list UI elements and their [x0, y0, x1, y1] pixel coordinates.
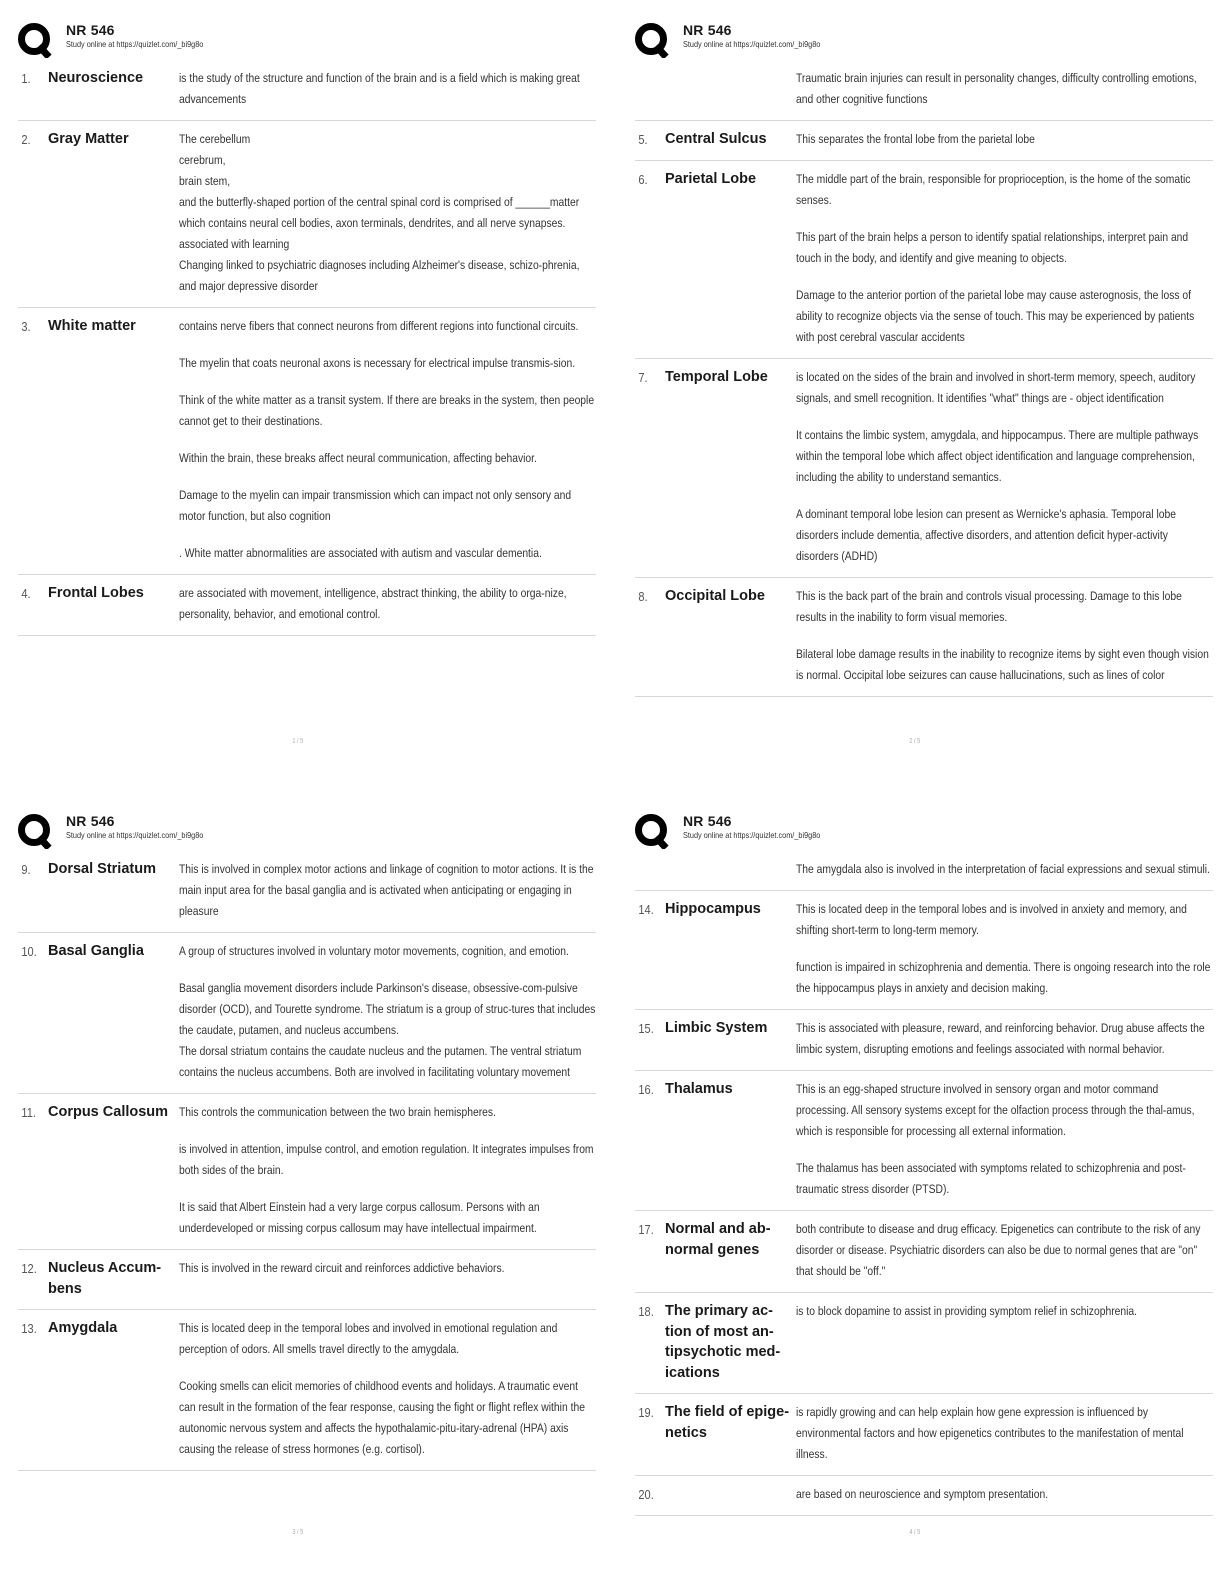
term-row: [635, 1010, 1213, 1071]
term-number: 16.: [638, 1082, 654, 1097]
term-row: [635, 1394, 1213, 1476]
definition-paragraph: The middle part of the brain, responsible for proprioception, is the home of the somatic senses.: [796, 172, 1191, 207]
page-header: [18, 22, 596, 60]
term-list: [635, 851, 1213, 1516]
term-name: The primary ac-tion of most an-tipsychotic med-ications: [665, 1303, 781, 1381]
term-name: [665, 1484, 796, 1505]
page-2: [635, 22, 1213, 697]
term-name: Basal Ganglia: [48, 943, 144, 959]
definition-paragraph: A dominant temporal lobe lesion can present as Wernicke's aphasia. Temporal lobe disorders include dementia, affective disorders, and attention deficit hyper-activity disorders (ADHD): [796, 507, 1176, 563]
term-definition: [179, 941, 596, 1083]
term-name: Frontal Lobes: [48, 585, 144, 601]
definition-line: brain stem,: [179, 174, 231, 188]
term-row: [18, 60, 596, 121]
definition-paragraph: The myelin that coats neuronal axons is necessary for electrical impulse transmis-sion.: [179, 356, 576, 370]
term-definition: [796, 1402, 1213, 1465]
page-3: [18, 813, 596, 1471]
deck-title: NR 546: [683, 813, 732, 829]
term-definition: [796, 68, 1213, 110]
term-row: [18, 1310, 596, 1471]
definition-line: The cerebellum: [179, 132, 251, 146]
term-number: 10.: [21, 944, 37, 959]
definition-paragraph: [179, 129, 596, 297]
term-name: The field of epige-netics: [665, 1404, 790, 1441]
study-link[interactable]: Study online at https://quizlet.com/_bi9g8o: [683, 830, 821, 840]
term-row: [635, 578, 1213, 697]
term-number: 18.: [638, 1304, 654, 1319]
term-definition: [179, 129, 596, 297]
definition-paragraph: [179, 978, 596, 1083]
definition-line: The dorsal striatum contains the caudate nucleus and the putamen. The ventral striatum contains the nucleus accumbens. Both are involved in facilitating voluntary movement: [179, 1044, 582, 1079]
page-header: [635, 22, 1213, 60]
term-name: Nucleus Accum-bens: [48, 1260, 162, 1297]
page-4: [635, 813, 1213, 1516]
term-row: [635, 1476, 1213, 1516]
page-number: 2 / 5: [909, 738, 921, 745]
definition-paragraph: This part of the brain helps a person to identify spatial relationships, interpret pain and touch in the body, and identify and give meaning to objects.: [796, 230, 1189, 265]
term-row: [635, 1293, 1213, 1394]
term-definition: [179, 1102, 596, 1239]
term-definition: [796, 899, 1213, 999]
term-definition: [796, 1219, 1213, 1282]
definition-paragraph: Bilateral lobe damage results in the inability to recognize items by sight even though vision is normal. Occipital lobe seizures can cause hallucinations, such as lines of color: [796, 647, 1209, 682]
definition-line: Basal ganglia movement disorders include Parkinson's disease, obsessive-com-pulsive disorder (OCD), and Tourette syndrome. The striatum is a group of struc-tures that includes the caudate, putamen, and nucleus accumbens.: [179, 981, 596, 1037]
definition-paragraph: This controls the communication between the two brain hemispheres.: [179, 1105, 496, 1119]
term-name: Neuroscience: [48, 70, 144, 86]
term-row: [18, 308, 596, 575]
quizlet-logo-icon: [635, 22, 671, 58]
deck-title: NR 546: [66, 813, 115, 829]
term-name: Amygdala: [48, 1320, 118, 1336]
page-1: [18, 22, 596, 636]
term-name: [665, 859, 796, 880]
definition-line: associated with learning: [179, 237, 290, 251]
definition-paragraph: is to block dopamine to assist in providing symptom relief in schizophrenia.: [796, 1304, 1138, 1318]
study-link[interactable]: Study online at https://quizlet.com/_bi9g8o: [66, 39, 204, 49]
term-row: [635, 60, 1213, 121]
term-list: [18, 851, 596, 1471]
term-row: [18, 121, 596, 308]
definition-paragraph: function is impaired in schizophrenia and dementia. There is ongoing research into the role the hippocampus plays in anxiety and decision making.: [796, 960, 1211, 995]
term-row: [18, 575, 596, 636]
term-definition: [796, 1079, 1213, 1200]
term-number: 20.: [638, 1487, 654, 1502]
definition-paragraph: This is located deep in the temporal lobes and involved in emotional regulation and perception of odors. All smells travel directly to the amygdala.: [179, 1321, 558, 1356]
term-name: Occipital Lobe: [665, 588, 765, 604]
term-number: 2.: [21, 132, 31, 147]
term-number: 13.: [21, 1321, 37, 1336]
page-header: [635, 813, 1213, 851]
term-definition: [796, 1484, 1213, 1505]
definition-paragraph: A group of structures involved in voluntary motor movements, cognition, and emotion.: [179, 944, 569, 958]
term-number: 4.: [21, 586, 31, 601]
definition-paragraph: Within the brain, these breaks affect neural communication, affecting behavior.: [179, 451, 537, 465]
definition-paragraph: is involved in attention, impulse control, and emotion regulation. It integrates impulses from both sides of the brain.: [179, 1142, 594, 1177]
term-name: Limbic System: [665, 1020, 768, 1036]
term-name: Central Sulcus: [665, 131, 767, 147]
definition-paragraph: Think of the white matter as a transit system. If there are breaks in the system, then people cannot get to their destinations.: [179, 393, 595, 428]
term-definition: [796, 367, 1213, 567]
term-name: White matter: [48, 318, 136, 334]
term-number: 12.: [21, 1261, 37, 1276]
term-number: 8.: [638, 589, 648, 604]
definition-paragraph: are based on neuroscience and symptom presentation.: [796, 1487, 1049, 1501]
definition-paragraph: It contains the limbic system, amygdala, and hippocampus. There are multiple pathways within the temporal lobe which affect object identification and language comprehension, including the ability to understand semantics.: [796, 428, 1199, 484]
definition-paragraph: This is associated with pleasure, reward, and reinforcing behavior. Drug abuse affects the limbic system, disrupting emotions and feelings associated with normal behavior.: [796, 1021, 1205, 1056]
definition-paragraph: This separates the frontal lobe from the parietal lobe: [796, 132, 1035, 146]
term-name: Corpus Callosum: [48, 1104, 169, 1120]
term-row: [635, 891, 1213, 1010]
term-number: 11.: [21, 1105, 36, 1120]
definition-paragraph: is located on the sides of the brain and involved in short-term memory, speech, auditory signals, and smell recognition. It identifies "what" things are - object identification: [796, 370, 1196, 405]
definition-paragraph: both contribute to disease and drug efficacy. Epigenetics can contribute to the risk of any disorder or disease. Psychiatric disorders can also be due to normal genes that are "on" that should be "off.": [796, 1222, 1201, 1278]
definition-paragraph: . White matter abnormalities are associated with autism and vascular dementia.: [179, 546, 542, 560]
term-number: 7.: [638, 370, 648, 385]
term-name: Parietal Lobe: [665, 171, 757, 187]
term-definition: [796, 169, 1213, 348]
term-definition: [179, 1318, 596, 1460]
term-name: Thalamus: [665, 1081, 733, 1097]
term-name: Normal and ab-normal genes: [665, 1221, 771, 1258]
term-row: [18, 1094, 596, 1250]
term-definition: [796, 1301, 1213, 1383]
page-number: 4 / 5: [909, 1529, 921, 1536]
term-row: [18, 851, 596, 933]
definition-paragraph: Traumatic brain injuries can result in personality changes, difficulty controlling emotions, and other cognitive functions: [796, 71, 1197, 106]
quizlet-logo-icon: [18, 22, 54, 58]
term-row: [635, 1211, 1213, 1293]
term-name: Dorsal Striatum: [48, 861, 156, 877]
term-definition: [179, 583, 596, 625]
term-name: Hippocampus: [665, 901, 761, 917]
definition-line: and the butterfly-shaped portion of the central spinal cord is comprised of ______matter which contains neural cell bodies, axon terminals, dendrites, and all nerve synapses.: [179, 195, 580, 230]
term-definition: [796, 129, 1213, 150]
definition-paragraph: This is an egg-shaped structure involved in sensory organ and motor command processing. All sensory systems except for the olfaction process through the thal-amus, which is responsible for processing all external information.: [796, 1082, 1195, 1138]
deck-title: NR 546: [683, 22, 732, 38]
term-number: [635, 859, 661, 880]
term-definition: [796, 1018, 1213, 1060]
term-list: [18, 60, 596, 636]
definition-paragraph: This is the back part of the brain and controls visual processing. Damage to this lobe results in the inability to form visual memories.: [796, 589, 1182, 624]
term-name: Temporal Lobe: [665, 369, 768, 385]
term-definition: [179, 1258, 596, 1299]
term-definition: [796, 586, 1213, 686]
definition-paragraph: contains nerve fibers that connect neurons from different regions into functional circuits.: [179, 319, 579, 333]
term-number: 15.: [638, 1021, 654, 1036]
definition-paragraph: is rapidly growing and can help explain how gene expression is influenced by environmental factors and how epigenetics contributes to the manifestation of mental illness.: [796, 1405, 1184, 1461]
term-row: [635, 1071, 1213, 1211]
definition-paragraph: It is said that Albert Einstein had a very large corpus callosum. Persons with an underdeveloped or missing corpus callosum may have intellectual impairment.: [179, 1200, 540, 1235]
term-number: 9.: [21, 862, 31, 877]
definition-paragraph: The amygdala also is involved in the interpretation of facial expressions and sexual stimuli.: [796, 862, 1210, 876]
term-number: 3.: [21, 319, 31, 334]
term-definition: [179, 68, 596, 110]
study-link[interactable]: Study online at https://quizlet.com/_bi9g8o: [683, 39, 821, 49]
page-header: [18, 813, 596, 851]
quizlet-logo-icon: [635, 813, 671, 849]
term-definition: [179, 859, 596, 922]
term-number: 1.: [21, 71, 31, 86]
term-definition: [179, 316, 596, 564]
term-number: 19.: [638, 1405, 654, 1420]
term-row: [635, 359, 1213, 578]
term-number: 14.: [638, 902, 654, 917]
definition-paragraph: This is located deep in the temporal lobes and is involved in anxiety and memory, and shifting short-term to long-term memory.: [796, 902, 1187, 937]
definition-paragraph: are associated with movement, intelligence, abstract thinking, the ability to orga-nize, personality, behavior, and emotional control.: [179, 586, 567, 621]
term-number: [635, 68, 661, 110]
term-row: [635, 121, 1213, 161]
page-number: 1 / 5: [292, 738, 304, 745]
definition-paragraph: Cooking smells can elicit memories of childhood events and holidays. A traumatic event can result in the formation of the fear response, causing the fight or flight reflex within the autonomic nervous system and affects the hypothalamic-pitu-itary-adrenal (HPA) axis causing the release of stress hormones (e.g. cortisol).: [179, 1379, 585, 1456]
definition-paragraph: The thalamus has been associated with symptoms related to schizophrenia and post-traumatic stress disorder (PTSD).: [796, 1161, 1186, 1196]
definition-paragraph: is the study of the structure and function of the brain and is a field which is making great advancements: [179, 71, 580, 106]
definition-paragraph: This is involved in complex motor actions and linkage of cognition to motor actions. It is the main input area for the basal ganglia and is activated when anticipating or engaging in pleasure: [179, 862, 594, 918]
definition-paragraph: This is involved in the reward circuit and reinforces addictive behaviors.: [179, 1261, 505, 1275]
study-link[interactable]: Study online at https://quizlet.com/_bi9g8o: [66, 830, 204, 840]
definition-line: Changing linked to psychiatric diagnoses including Alzheimer's disease, schizo-phrenia, and major depressive disorder: [179, 258, 580, 293]
definition-line: cerebrum,: [179, 153, 226, 167]
term-number: 6.: [638, 172, 648, 187]
definition-paragraph: Damage to the anterior portion of the parietal lobe may cause asterognosis, the loss of ability to recognize objects via the sense of touch. This may be experienced by patients with post cerebral vascular accidents: [796, 288, 1195, 344]
quizlet-logo-icon: [18, 813, 54, 849]
term-definition: [796, 859, 1213, 880]
term-row: [635, 851, 1213, 891]
deck-title: NR 546: [66, 22, 115, 38]
term-number: 5.: [638, 132, 648, 147]
page-number: 3 / 5: [292, 1529, 304, 1536]
term-name: Gray Matter: [48, 131, 129, 147]
term-number: 17.: [638, 1222, 654, 1237]
term-list: [635, 60, 1213, 697]
term-row: [18, 1250, 596, 1310]
term-row: [18, 933, 596, 1094]
term-row: [635, 161, 1213, 359]
definition-paragraph: Damage to the myelin can impair transmission which can impact not only sensory and motor function, but also cognition: [179, 488, 572, 523]
term-name: [665, 68, 796, 110]
